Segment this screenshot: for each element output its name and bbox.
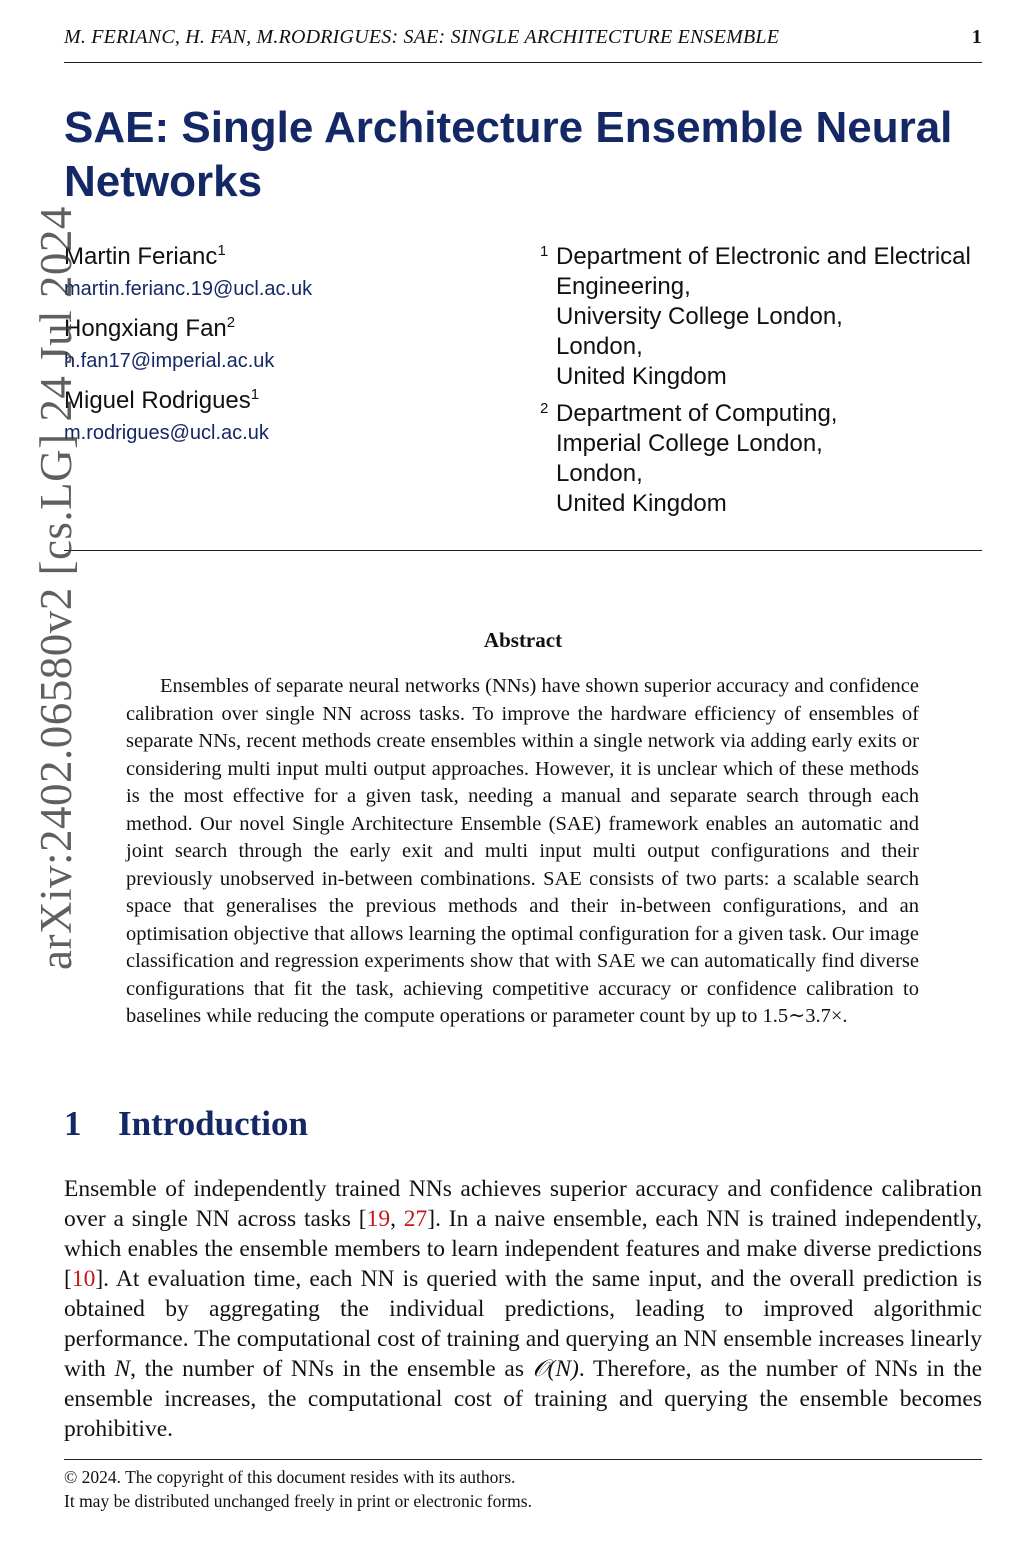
section-number: 1 <box>64 1104 82 1143</box>
author-name: Martin Ferianc$^1$ <box>64 242 226 270</box>
distribution-line: It may be distributed unchanged freely in print or electronic forms. <box>64 1491 532 1511</box>
affiliation-line: United Kingdom <box>556 490 727 517</box>
copyright-footer <box>64 1465 982 1513</box>
abstract-heading: Abstract <box>483 628 563 652</box>
affiliation-line: Department of Electronic and Electrical <box>556 243 971 270</box>
affiliation-line: London, <box>556 460 643 487</box>
page-number: 1 <box>971 26 982 48</box>
author-email-link[interactable]: martin.ferianc.19@ucl.ac.uk <box>64 278 313 300</box>
citation-link[interactable]: 10 <box>71 1266 96 1292</box>
affiliation-line: London, <box>556 333 643 360</box>
citation-link[interactable]: 27 <box>403 1206 428 1232</box>
abstract-text: Ensembles of separate neural networks (NNs) have shown superior accuracy and confidence calibration over single NN across tasks. To improve the hardware efficiency of ensembles of separate NNs, recent methods create ensembles within a single network via adding early exits or considering multi input multi output approaches. However, it is unclear which of these methods is the most effective for a given task, needing a manual and separate search through each method. Our novel Single Architecture Ensemble (SAE) framework enables an automatic and joint search through the early exit and multi input multi output configurations and their previously unobserved in-between combinations. SAE consists of two parts: a scalable search space that generalises the previous methods and their in-between configurations, and an optimisation objective that allows learning the optimal configuration for a given task. Our image classification and regression experiments show that with SAE we can automatically find diverse configurations that fit the task, achieving competitive accuracy or confidence calibration to baselines while reducing the compute operations or parameter count by up to 1.5∼3.7×. <box>126 675 919 1027</box>
author-name: Hongxiang Fan$^2$ <box>64 314 236 342</box>
copyright-line: © 2024. The copyright of this document resides with its authors. <box>64 1467 516 1487</box>
affiliation <box>540 399 1010 519</box>
section-title: Introduction <box>118 1104 308 1143</box>
affiliation-list <box>540 242 1010 526</box>
paper-title: SAE: Single Architecture Ensemble Neural Networks <box>64 103 953 206</box>
affiliation-line: University College London, <box>556 303 843 330</box>
affiliation-line: Engineering, <box>556 273 691 300</box>
arxiv-side-stamp: arXiv:2402.06580v2 [cs.LG] 24 Jul 2024 <box>31 206 81 970</box>
footer-divider <box>64 1459 982 1460</box>
section-heading <box>64 1104 308 1144</box>
running-head <box>64 26 982 54</box>
affiliation-line: United Kingdom <box>556 363 727 390</box>
running-head-text: M. FERIANC, H. FAN, M.RODRIGUES: SAE: SINGLE ARCHITECTURE ENSEMBLE <box>64 26 780 48</box>
header-divider <box>64 62 982 63</box>
math-variable: N <box>114 1356 131 1382</box>
math-expression: 𝒪(N) <box>532 1356 579 1382</box>
affiliation <box>540 242 1010 392</box>
affiliation-line: Department of Computing, <box>556 400 838 427</box>
affiliation-mark: 1 <box>540 243 549 260</box>
author-list <box>64 240 504 456</box>
affiliation-line: Imperial College London, <box>556 430 823 457</box>
author-email-link[interactable]: m.rodrigues@ucl.ac.uk <box>64 422 269 444</box>
introduction-paragraph: Ensemble of independently trained NNs achieves superior accuracy and confidence calibration over a single NN across tasks [19, 27]. In a naive ensemble, each NN is trained independently, which enables the ensemble members to learn independent features and make diverse predictions [10]. At evaluation time, each NN is queried with the same input, and the overall prediction is obtained by aggregating the individual predictions, leading to improved algorithmic performance. The computational cost of training and querying an NN ensemble increases linearly with N, the number of NNs in the ensemble as 𝒪(N). Therefore, as the number of NNs in the ensemble increases, the computational cost of training and querying the ensemble becomes prohibitive. <box>64 1176 982 1442</box>
citation-link[interactable]: 19 <box>366 1206 391 1232</box>
author-email-link[interactable]: h.fan17@imperial.ac.uk <box>64 350 275 372</box>
affiliation-divider <box>64 550 982 551</box>
affiliation-mark: 2 <box>540 400 549 417</box>
author-name: Miguel Rodrigues$^1$ <box>64 386 260 414</box>
